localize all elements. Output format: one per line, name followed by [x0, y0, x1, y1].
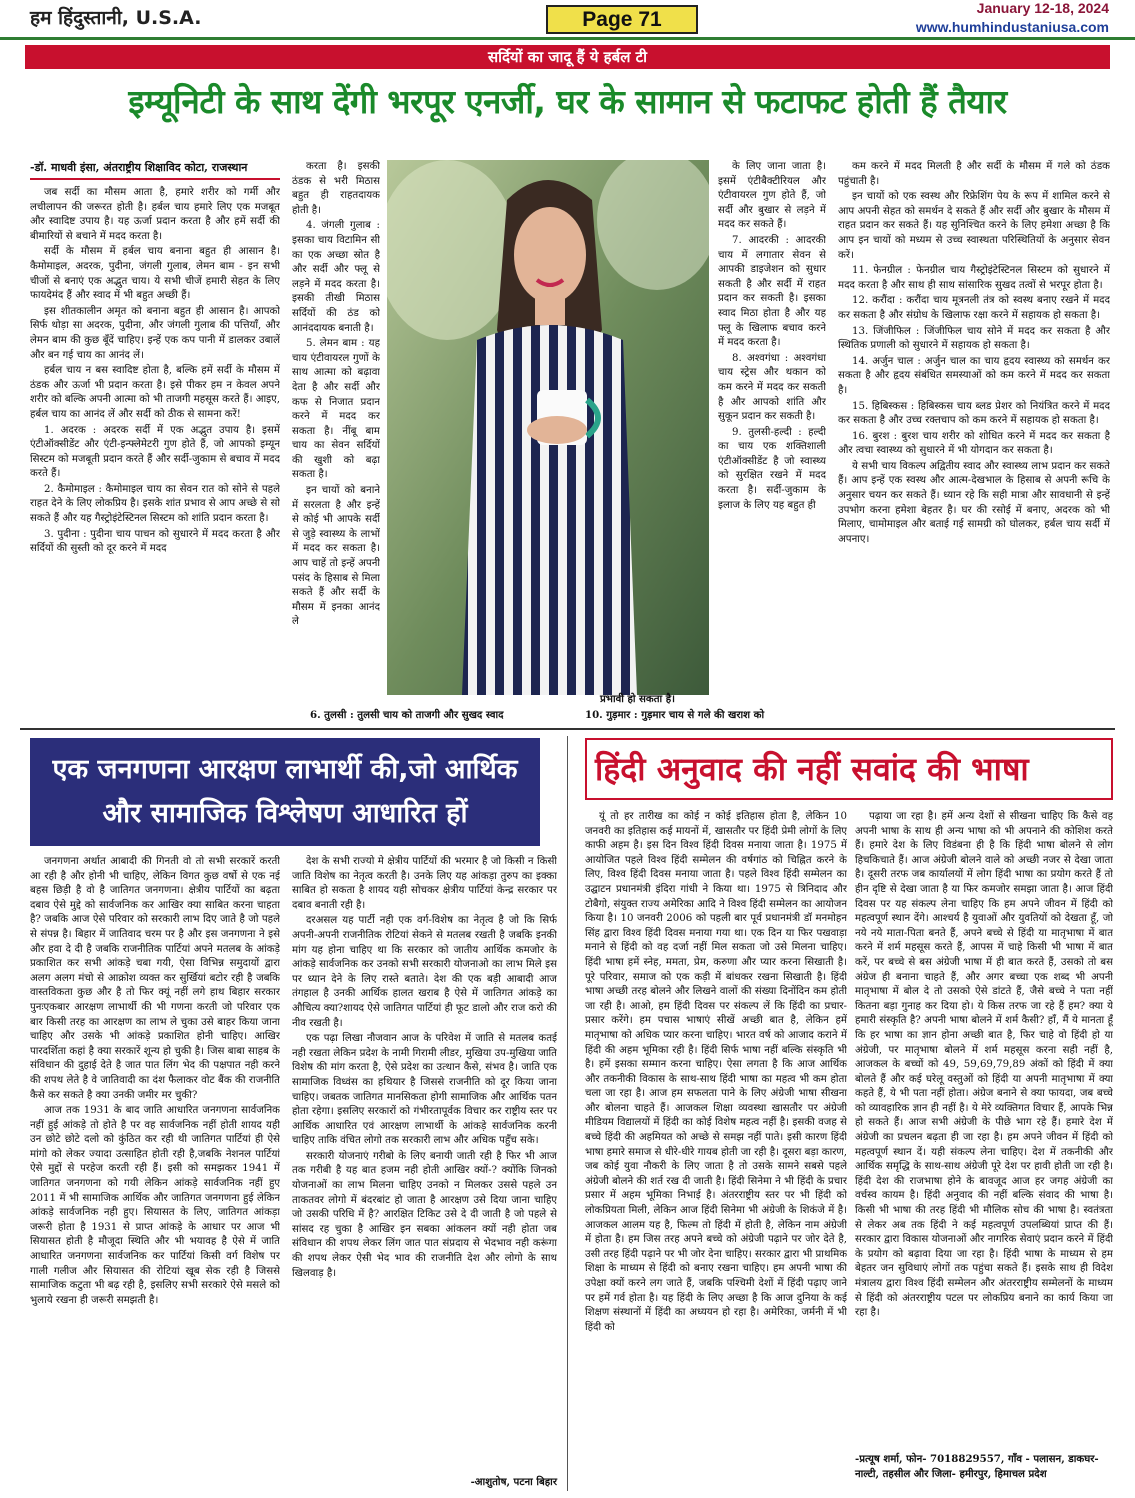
article3-column-1	[585, 810, 847, 1490]
article3-paragraph: पढ़ाया जा रहा है। हमें अन्य देशों से सीखना चाहिए कि कैसे वह अपनी भाषा के साथ ही अन्य भाषा को भी अपनाने की कोशिश करते हैं। हमारे देश के लिए विडंबना ही है कि हिंदी भाषा बोलने से लोग हिचकिचाते हैं। आज अंग्रेजी बोलने वाले को अच्छी नजर से देखा जाता है। दूसरी तरफ जब कार्यालयों में लोग हिंदी भाषा का प्रयोग करते हैं तो हीन दृष्टि से देखा जाता है या फिर कमजोर समझा जाता है। आज हिंदी दिवस पर यह संकल्प लेना चाहिए कि हम अपने जीवन में हिंदी को महत्वपूर्ण स्थान देंगे। आश्चर्य है युवाओं और युवतियों को देखता हूँ, जो नये नये माता-पिता बनते हैं, अपने बच्चे से हिंदी या मातृभाषा में बात करने में शर्म महसूस करते हैं, आपस में चाहे किसी भी भाषा में बात करें, पर बच्चे से बस अंग्रेजी भाषा में ही बात करते हैं, उसको तो बस अंग्रेज ही बनाना चाहते हैं, और अगर बच्चा एक शब्द भी अपनी मातृभाषा में बोल दे तो उसको ऐसे डांटते हैं, जैसे बच्चे ने पता नहीं कितना बड़ा गुनाह कर दिया हो। ये किस तरफ जा रहे हैं हम? क्या ये हमारी संस्कृति है? अपनी भाषा बोलने में शर्म कैसी? हाँ, मैं ये मानता हूँ कि हर भाषा का ज्ञान होना अच्छी बात है, फिर चाहे वो हिंदी हो या अंग्रेजी, पर मातृभाषा बोलने में शर्म महसूस करना सही नहीं है, आजकल के बच्चों को 49, 59,69,79,89 अंकों को हिंदी में क्या बोलते हैं और कई घरेलू वस्तुओं को हिंदी या अपनी मातृभाषा में क्या कहते हैं, ये भी पता नहीं होता। अंग्रेज बनाने से क्या फायदा, जब बच्चे को व्यावहारिक ज्ञान ही नहीं है। ये मेरे व्यक्तिगत विचार हैं, आपके भिन्न हो सकते हैं। आज सभी अंग्रेजी के पीछे भाग रहे हैं। हमारे देश में अंग्रेजी का प्रचलन बढ़ता ही जा रहा है। हम अपने जीवन में हिंदी को महत्वपूर्ण स्थान दें। यही संकल्प लेना चाहिए। देश में तकनीकी और आर्थिक समृद्धि के साथ-साथ अंग्रेजी पूरे देश पर हावी होती जा रही है। हिंदी देश की राजभाषा होने के बावजूद आज हर जगह अंग्रेजी का वर्चस्व कायम है। हिंदी अनुवाद की नहीं बल्कि संवाद की भाषा है। किसी भी भाषा की तरह हिंदी भी मौलिक सोच की भाषा है। स्वतंत्रता से लेकर अब तक हिंदी ने कई महत्वपूर्ण उपलब्धियां प्राप्त की हैं। सरकार द्वारा विकास योजनाओं और नागरिक सेवाएं प्रदान करने में हिंदी के प्रयोग को बढ़ावा दिया जा रहा है। हिंदी भाषा के माध्यम से हम बेहतर जन सुविधाएं लोगों तक पहुंचा सकते हैं। इसके साथ ही विदेश मंत्रालय द्वारा विश्व हिंदी सम्मेलन और अंतरराष्ट्रीय सम्मेलनों के माध्यम से हिंदी को अंतरराष्ट्रीय पटल पर लोकप्रिय बनाने का कार्य किया जा रहा है।	[855, 811, 1113, 1319]
paper-name: हम हिंदुस्तानी, U.S.A.	[30, 7, 202, 29]
article1-paragraph: 12. करौंदा : करौंदा चाय मूत्रनली तंत्र को स्वस्थ बनाए रखने में मदद कर सकता है और संग्रोध के खिलाफ रक्षा करने में सहायक हो सकता है।	[838, 295, 1110, 321]
article2-signoff: -आशुतोष, पटना बिहार	[470, 1476, 557, 1488]
article1-paragraph: 14. अर्जुन चाल : अर्जुन चाल का चाय हृदय स्वास्थ्य को समर्थन कर सकता है और हृदय संबंधित समस्याओं को कम करने में मदद कर सकता है।	[838, 355, 1110, 396]
article1-column-1	[30, 160, 280, 725]
article2-headline: एक जनगणना आरक्षण लाभार्थी की,जो आर्थिक और सामाजिक विश्लेषण आधारित हों	[30, 738, 540, 846]
website-link[interactable]: www.humhindustaniusa.com	[915, 19, 1109, 35]
section-divider	[20, 728, 1115, 730]
article1-paragraph: हर्बल चाय न बस स्वादिष्ट होता है, बल्कि हमें सर्दी के मौसम में ठंडक और ऊर्जा भी प्रदान करता है। इसे पीकर हम न केवल अपने शरीर को बल्कि अपनी आत्मा को भी ताजगी महसूस करते हैं। आइए, हर्बल चाय का आनंद लें और सर्दी को ठीक से सामना करें!	[30, 365, 280, 420]
article1-paragraph: इस शीतकालीन अमृत को बनाना बहुत ही आसान है। आपको सिर्फ थोड़ा सा अदरक, पुदीना, और जंगली गुलाब की पत्तियाँ, और लेमन बाम की कुछ बूँदें चाहिए। इन्हें एक कप पानी में डालकर उबालें और बन गई चाय का आनंद लें।	[30, 305, 280, 361]
masthead	[0, 0, 1135, 40]
article2-paragraph: जनगणना अर्थात आबादी की गिनती वो तो सभी सरकारें करती आ रही है और होनी भी चाहिए, लेकिन विगत कुछ वर्षो से एक नई बहस छिड़ी है वो है जातिगत जनगणना। क्षेत्रीय पार्टियों का बढ़ता दबाव ऐसे मुद्दे को सार्वजनिक कर आखिर क्या साबित करना चाहता है? जबकि आज ऐसे परिवार को सरकारी लाभ दिए जाते है जो पहले से संपन्न है। बिहार में जातिवाद चरम पर है और इस जनगणना ने इसे और हवा दे दी है जबकि राजनीतिक पार्टियां अपने मतलब के आंकड़े प्रकाशित कर सभी आंकड़े चबा गयी, ऐसा विभिन्न समुदायों द्वारा अलग अलग मंचो से आक्रोश व्यक्त कर सुर्खियां बटोर रही है जबकि वास्तविकता कुछ और है तो फिर क्यूं नहीं लगे हाथ बिहार सरकार पुनःएकबार आरक्षण लाभार्थी की भी गणना करती जो परिवार एक बार किसी तरह का आरक्षण का लाभ ले चुका उसे बाहर किया जाना चाहिए और उसके भी आंकड़े प्रकाशित होनी चाहिए। आखिर पारदर्शिता कहां है क्या सरकारें शून्य हो चुकी है। जिस बाबा साहब के संविधान की दुहाई देते है जात पात लिंग भेद की पक्षपात नही करने की शपथ लेते है वे जातिवादी का दंश फैलाकर वोट बैंक की राजनीति कैसे कर सकते है क्या उनकी जमीर मर चुकी?	[30, 856, 280, 1101]
article2-paragraph: एक पढ़ा लिखा नौजवान आज के परिवेश में जाति से मतलब कतई नही रखता लेकिन प्रदेश के नामी गिरामी लीडर, मुखिया उप-मुखिया जाति विशेष की मांग करता है, ऐसे प्रदेश का उत्थान कैसे, संभव है। जाति एक सामाजिक विध्वंस का हथियार है जिससे राजनीति को दूर किया जाना चाहिए। जबतक जातिगत मानसिकता होगी सामाजिक और आर्थिक पतन होता रहेगा। इसलिए सरकारों को गंभीरतापूर्वक विचार कर राष्ट्रीय स्तर पर आर्थिक आधारित एवं आरक्षण लाभार्थी के आंकड़े सार्वजनिक करनी चाहिए ताकि वंचित लोगो तक सरकारी लाभ और अधिक पहुँच सके।	[292, 1033, 557, 1147]
article1-paragraph: 8. अश्वगंधा : अश्वगंधा चाय स्ट्रेस और थकान को कम करने में मदद कर सकती है और आपको शांति और सुकून प्रदान कर सकती है।	[718, 352, 826, 423]
issue-date: January 12-18, 2024	[976, 0, 1109, 16]
article1-tulsi-line: 6. तुलसी : तुलसी चाय को ताजगी और सुखद स्वाद	[310, 709, 504, 721]
woman-holding-mug-photo	[387, 160, 709, 695]
article1-column-2	[292, 160, 380, 705]
article1-paragraph: 1. अदरक : अदरक सर्दी में एक अद्भुत उपाय है। इसमें एंटीऑक्सीडेंट और एंटी-इन्फ्लेमेटरी गुण होते हैं, जो आपको इम्यून सिस्टम को मजबूती प्रदान करते हैं और सर्दी-जुकाम से बचाव में मदद करते हैं।	[30, 424, 280, 480]
article1-paragraph: 15. हिबिस्कस : हिबिस्कस चाय ब्लड प्रेशर को नियंत्रित करने में मदद कर सकता है और उच्च रक्तचाप को कम करने में सहायक हो सकता है।	[838, 400, 1110, 427]
article1-paragraph: करता है। इसकी ठंडक से भरी मिठास बहुत ही राहतदायक होती है।	[292, 161, 380, 216]
article1-headline: इम्यूनिटी के साथ देंगी भरपूर एनर्जी, घर के सामान से फटाफट होती हैं तैयार	[128, 82, 1007, 121]
article3-headline: हिंदी अनुवाद की नहीं सवांद की भाषा	[585, 738, 1113, 800]
article1-kicker: सर्दियों का जादू हैं ये हर्बल टी	[25, 45, 1110, 69]
article1-gudmar-line: 10. गुड़मार : गुड़मार चाय से गले की खराश को	[585, 709, 765, 721]
article2-column-2	[292, 855, 557, 1475]
article1-paragraph: ये सभी चाय विकल्प अद्वितीय स्वाद और स्वास्थ्य लाभ प्रदान कर सकते हैं। आप इन्हें एक स्वस्थ और आत्म-देखभाल के हिसाब से अपनी रूचि के अनुसार चयन कर सकते हैं। ध्यान रहे कि सही मात्रा और सावधानी से इन्हें उपभोग करना हमेशा बेहतर है। घर की रसोई में बनाए, अदरक को भी मिलाए, चामोमाइल और बताई गई सामग्री को घोलकर, हर्बल चाय सर्दी में अपनाए।	[838, 460, 1110, 545]
article1-paragraph: इन चायों को एक स्वस्थ और रिफ्रेशिंग पेय के रूप में शामिल करने से आप अपनी सेहत को समर्थन दे सकते हैं और सर्दी और बुखार के मौसम में राहत प्रदान कर सकते हैं। यह सुनिश्चित करने के लिए हमेशा अच्छा है कि आप इन चायों को मध्यम से उच्च स्वास्थता परिस्थितियों के अनुसार सेवन करें।	[838, 191, 1110, 261]
article1-paragraph: 4. जंगली गुलाब : इसका चाय विटामिन सी का एक अच्छा स्रोत है और सर्दी और फ्लू से लड़ने में मदद करता है। इसकी तीखी मिठास सर्दियों की ठंड को आनंददायक बनाती है।	[292, 220, 380, 334]
article1-paragraph: 2. कैमोमाइल : कैमोमाइल चाय का सेवन रात को सोने से पहले राहत देने के लिए लोकप्रिय है। इसके शांत प्रभाव से आप अच्छे से सो सकते हैं और यह गैस्ट्रोइंटेस्टिनल सिस्टम को शांति प्रदान करता है।	[30, 483, 280, 525]
article1-paragraph: 7. आदरकी : आदरकी चाय में लगातार सेवन से आपकी डाइजेशन को सुधार सकती है और सर्दी में राहत प्रदान कर सकती है। इसका स्वाद मिठा होता है और यह फ्लू के खिलाफ बचाव करने में मदद करता है।	[718, 234, 826, 349]
article1-paragraph: 16. बुरश : बुरश चाय शरीर को शोधित करने में मदद कर सकता है और त्वचा स्वास्थ्य को सुधारने में भी योगदान कर सकता है।	[838, 430, 1110, 457]
article3-paragraph: यूं तो हर तारीख का कोई न कोई इतिहास होता है, लेकिन 10 जनवरी का इतिहास कई मायनों में, खासतौर पर हिंदी प्रेमी लोगों के लिए काफी अहम है। इस दिन विश्व हिंदी दिवस मनाया जाता है। 1975 में आयोजित पहले विश्व हिंदी सम्मेलन की वर्षगांठ को चिह्नित करने के लिए, विश्व हिंदी दिवस मनाया जाता है। पहले विश्व हिंदी सम्मेलन का उद्घाटन प्रधानमंत्री इंदिरा गांधी ने किया था। 1975 से त्रिनिदाद और टोबैगो, संयुक्त राज्य अमेरिका आदि ने विश्व हिंदी सम्मेलन का आयोजन किया है। 10 जनवरी 2006 को पहली बार पूर्व प्रधानमंत्री डॉ मनमोहन सिंह द्वारा विश्व हिंदी दिवस मनाया गया था। एक दिन या फिर पखवाड़ा मनाने से हिंदी को वह दर्जा नहीं मिल सकता जो उसे मिलना चाहिए। हिंदी भाषा हमें स्नेह, ममता, प्रेम, करुणा और प्यार करना सिखाती है। पूरे परिवार, समाज को एक कड़ी में बांधकर रखना सिखाती है। हिंदी भाषा अच्छी तरह बोलने और लिखने वालों की संख्या दिनोंदिन कम होती जा रही है। आओ, हम हिंदी दिवस पर संकल्प लें कि हिंदी का प्रचार-प्रसार करेंगे। हम पचास भाषाएं सीखें अच्छी बात है, लेकिन हमें मातृभाषा को अधिक प्यार करना चाहिए। भारत वर्ष को आजाद कराने में हिंदी की अहम भूमिका रही है। हिंदी सिर्फ भाषा नहीं बल्कि संस्कृति भी है। हमें इसका सम्मान करना चाहिए। ऐसा लगता है कि आज आर्थिक और तकनीकी विकास के साथ-साथ हिंदी भाषा का महत्व भी कम होता चला जा रहा है। आज हम सफलता पाने के लिए अंग्रेजी भाषा सीखना और बोलना चाहते हैं। आजकल शिक्षा व्यवस्था खासतौर पर अंग्रेजी मीडियम विद्यालयों में हिंदी का कोई विशेष महत्व नहीं है। इसकी वजह से बच्चे हिंदी की अहमियत को अच्छे से समझ नहीं पाते। इसी कारण हिंदी भाषा हमारे समाज से धीरे-धीरे गायब होती जा रही है। दूसरा बड़ा कारण, जब कोई युवा नौकरी के लिए जाता है तो उसके सामने सबसे पहले अंग्रेजी बोलने की शर्त रख दी जाती है। हिंदी सिनेमा ने भी हिंदी के प्रचार प्रसार में अहम भूमिका निभाई है। अंतरराष्ट्रीय स्तर पर भी हिंदी को लोकप्रियता मिली, लेकिन आज हिंदी सिनेमा भी अंग्रेजी के शिकंजे में है। आजकल आलम यह है, फिल्म तो हिंदी में होती है, लेकिन नाम अंग्रेजी में होता है। हम जिस तरह अपने बच्चे को अंग्रेजी पढ़ाने पर जोर देते है, उसी तरह हिंदी पढ़ाने पर भी जोर देना चाहिए। सरकार द्वारा भी प्राथमिक शिक्षा के माध्यम से हिंदी को बनाए रखना चाहिए। हम अपनी भाषा की उपेक्षा क्यों करने लग जाते हैं, जबकि पश्चिमी देशों में हिंदी पढ़ाए जाने पर हमें गर्व होता है। यह हिंदी के लिए अच्छा है कि आज दुनिया के कई शिक्षण संस्थानों में हिंदी का अध्ययन हो रहा है। अमेरिका, जर्मनी में भी हिंदी को	[585, 811, 847, 1333]
article1-paragraph: 9. तुलसी-हल्दी : हल्दी का चाय एक शक्तिशाली एंटीऑक्सीडेंट है जो स्वास्थ्य को सुरक्षित रखने में मदद करता है। सर्दी-जुकाम के इलाज के लिए यह बहुत ही	[718, 426, 826, 511]
article1-paragraph: जब सर्दी का मौसम आता है, हमारे शरीर को गर्मी और लचीलापन की जरूरत होती है। हर्बल चाय हमारे लिए एक मजबूत और स्वादिष्ट उपाय है। यह ऊर्जा प्रदान करता है और हमें सर्दी की बीमारियों से बचाने में मदद करता है।	[30, 187, 280, 242]
article2-paragraph: देश के सभी राज्यो मे क्षेत्रीय पार्टियों की भरमार है जो किसी न किसी जाति विशेष का नेतृत्व करती है। उनके लिए यह आंकड़ा तुरुप का इक्का साबित हो सकता है शायद यही सोचकर क्षेत्रीय पार्टियां केन्द्र सरकार पर दबाव बनाती रही है।	[292, 856, 557, 911]
article1-paragraph: 3. पुदीना : पुदीना चाय पाचन को सुधारने में मदद करता है और सर्दियों की सुस्ती को दूर करने में मदद	[30, 528, 280, 555]
article1-paragraph: 13. जिंजीफिल : जिंजीफिल चाय सोने में मदद कर सकता है और स्थितिक प्रणाली को सुधारने में सहायक हो सकता है।	[838, 325, 1110, 352]
article1-col3-tail: प्रभावी हो सकता है।	[600, 693, 676, 705]
article1-paragraph: इन चायों को बनाने में सरलता है और इन्हें से कोई भी आपके सर्दी से जुड़े स्वास्थ्य के लाभों में मदद कर सकता है। आप चाहें तो इन्हें अपनी पसंद के हिसाब से मिला सकते हैं और सर्दी के मौसम में इनका आनंद ले	[292, 485, 380, 628]
article2-paragraph: आज तक 1931 के बाद जाति आधारित जनगणना सार्वजनिक नहीं हुई आंकड़े तो होते है पर वह सार्वजनिक नहीं होती शायद यही उन छोटे छोटे दलो को कुंठित कर रही थी जातिगत पार्टियां ही ऐसे मांगो को लेकर ज्यादा उत्साहित होती रही है,जबकि नेशनल पार्टियां ऐसे मुद्दों से परहेज करती रही हैं। इसी को समझकर 1941 में जातिगत जनगणना को गयी लेकिन आंकड़े सार्वजनिक नहीं हुए 2011 में भी सामाजिक आर्थिक और जातिगत जनगणना हुई लेकिन आंकड़े सार्वजनिक नही हुए। सियासत के लिए, जातिगत आंकड़ा जरूरी होता है 1931 से प्राप्त आंकड़े के आधार पर आज भी सियासत होती है मौजूदा स्थिति और भी भयावह है ऐसे में जाति आधारित जनगणना सार्वजनिक कर पार्टियां किसी वर्ग विशेष पर गाली गलीज और सियासत की रोटियां खूब सेक रही है जिससे सामाजिक कटुता भी बढ़ रही है, इसलिए सभी सरकारे ऐसे मसले को भुलाये रखना ही जरूरी समझती है।	[30, 1105, 280, 1306]
article1-column-4	[838, 160, 1110, 725]
article1-paragraph: 11. फेनग्रील : फेनग्रील चाय गैस्ट्रोइंटेस्टिनल सिस्टम को सुधारने में मदद करता है और साथ ही साथ सांसारिक सुखद तत्वों से भरपूर होता है।	[838, 265, 1110, 291]
article1-paragraph: सर्दी के मौसम में हर्बल चाय बनाना बहुत ही आसान है। कैमोमाइल, अदरक, पुदीना, जंगली गुलाब, लेमन बाम - इन सभी चीजों से बनाएं एक अद्भुत चाय। ये सभी चीजें हमारी सेहत के लिए फायदेमंद हैं और स्वाद में भी बहुत अच्छी हैं।	[30, 246, 280, 302]
article1-paragraph: 5. लेमन बाम : यह चाय एंटीवायरल गुणों के साथ आत्मा को बढ़ावा देता है और सर्दी और कफ से निजात प्रदान करने में मदद कर सकता है। नींबू बाम चाय का सेवन सर्दियों की खुशी को बढ़ा सकता है।	[292, 338, 380, 481]
article1-column-3	[718, 160, 826, 690]
article1-paragraph: के लिए जाना जाता है। इसमें एंटीबैक्टीरियल और एंटीवायरल गुण होते हैं, जो सर्दी और बुखार से लड़ने में मदद कर सकते हैं।	[718, 161, 826, 231]
page-number-badge: Page 71	[546, 5, 698, 34]
column-rule	[567, 736, 568, 1491]
article1-paragraph: कम करने में मदद मिलती है और सर्दी के मौसम में गले को ठंडक पहुंचाती है।	[838, 161, 1110, 187]
article3-column-2	[855, 810, 1113, 1450]
article2-paragraph: दरअसल यह पार्टी नही एक वर्ग-विशेष का नेतृत्व है जो कि सिर्फ अपनी-अपनी राजनीतिक रोटियां सेकने से मतलब रखती है जबकि इनकी मांग यह होना चाहिए था कि सरकार को जातीय आर्थिक कमजोर के आंकड़े सार्वजनिक कर उनको सभी सरकारी योजनाओ का लाभ मिले इस पर ध्यान देने के लिए रास्ते बताते। देश की एक बड़ी आबादी आज तंगहाल है उनकी आर्थिक हालत खराब है ऐसे में जातिगत आंकड़े का औचित्य क्या?शायद ऐसे जातिगत पार्टियां ही फूट डालो और राज करो की नीव रखती है।	[292, 915, 557, 1029]
article1-byline: -डॉ. माधवी इंसा, अंतराष्ट्रीय शिक्षाविद कोटा, राजस्थान	[30, 160, 280, 180]
article2-column-1	[30, 855, 280, 1490]
article3-signoff: -प्रत्यूष शर्मा, फोन- 7018829557, गाँव - पलासन, डाकघर- नाल्टी, तहसील और जिला- हमीरपुर, हिमाचल प्रदेश	[855, 1453, 1099, 1480]
article2-paragraph: सरकारी योजनाएं गरीबो के लिए बनायी जाती रही है फिर भी आज तक गरीबी है यह बात हजम नही होती आखिर क्यों-? क्योंकि जिनको योजनाओं का लाभ मिलना चाहिए उनको न मिलकर उससे पहले उन ताकतवर लोगो में बंदरबांट हो जाता है आरक्षण उसे दिया जाना चाहिए जो उसकी परिधि में है? आरक्षित टिकिट उसे दे दी जाती है जो पहले से सांसद रह चुका है आखिर इन सबका आंकलन क्यों नही होता जब संविधान की शपथ लेकर लिंग जात पात संप्रदाय से भेदभाव नही करूंगा की शपथ लेकर ऐसी भेद भाव की राजनीति देश और लोगो के साथ खिलवाड़ है।	[292, 1150, 557, 1279]
photo-illustration	[387, 160, 709, 695]
